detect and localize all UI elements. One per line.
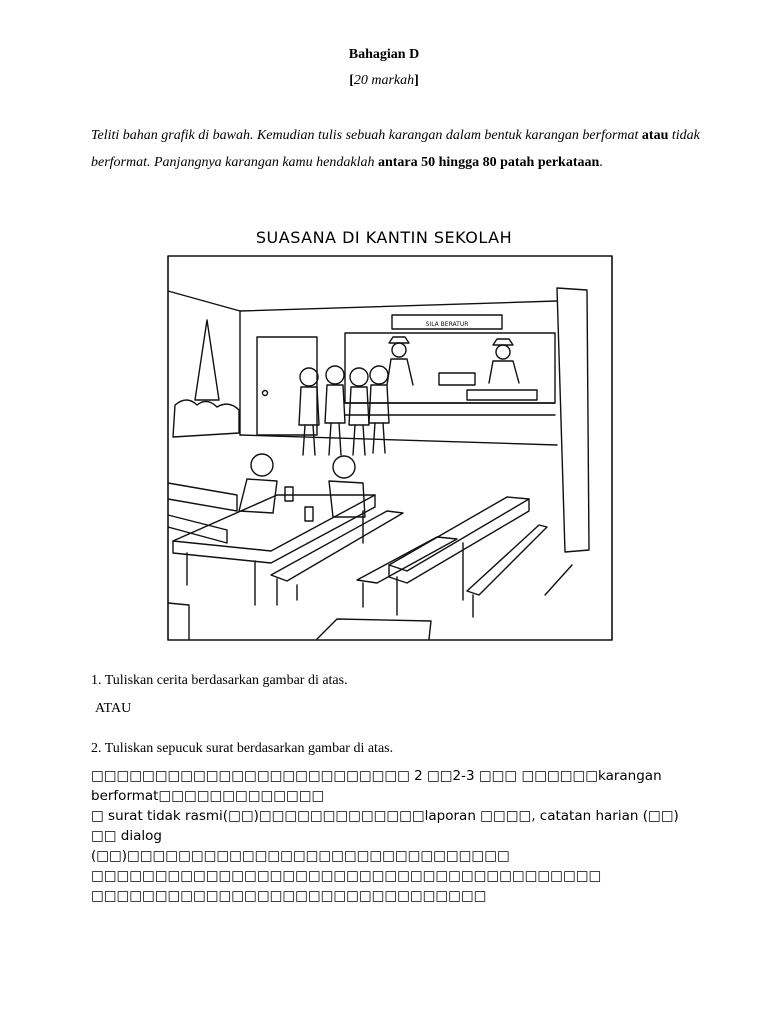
instruction-notes — [91, 766, 691, 906]
queue-sign-text: SILA BERATUR — [425, 321, 469, 328]
canteen-illustration — [167, 255, 613, 641]
question-1: 1. Tuliskan cerita berdasarkan gambar di atas. — [91, 673, 348, 688]
notes-line-1: □□□□□□□□□□□□□□□□□□□□□□□□□ 2 □□2-3 □□□ □□□□□□karangan berformat□□□□□□□□□□□□□ — [91, 768, 662, 804]
notes-line-4: □□□□□□□□□□□□□□□□□□□□□□□□□□□□□□□ — [91, 888, 487, 904]
or-label: ATAU — [95, 701, 132, 716]
notes-line-2: □ surat tidak rasmi(□□)□□□□□□□□□□□□□laporan □□□□, catatan harian (□□) □□ dialog — [91, 808, 679, 844]
notes-line-3: (□□)□□□□□□□□□□□□□□□□□□□□□□□□□□□□□□ □□□□□□□□□□□□□□□□□□□□□□□□□□□□□□□□□□□□□□□□ — [91, 848, 602, 884]
instruction-text-atau: atau — [641, 128, 669, 143]
figure-title: SUASANA DI KANTIN SEKOLAH — [255, 228, 513, 247]
instruction-paragraph — [91, 122, 711, 176]
marks-open-bracket: [ — [349, 73, 354, 88]
instruction-text-end: . — [599, 155, 603, 170]
instruction-text-length: antara 50 hingga 80 patah perkataan — [377, 155, 600, 170]
section-title: Bahagian D — [348, 47, 420, 62]
marks-text: 20 markah — [353, 73, 415, 88]
marks-label — [0, 73, 768, 89]
question-2: 2. Tuliskan sepucuk surat berdasarkan gambar di atas. — [91, 741, 394, 756]
instruction-text-1: Teliti bahan grafik di bawah. Kemudian tulis sebuah karangan dalam bentuk karangan berformat — [91, 128, 642, 143]
instruction-text-2: tidak berformat. Panjangnya karangan kamu hendaklah — [91, 128, 700, 170]
marks-close-bracket: ] — [414, 73, 419, 88]
